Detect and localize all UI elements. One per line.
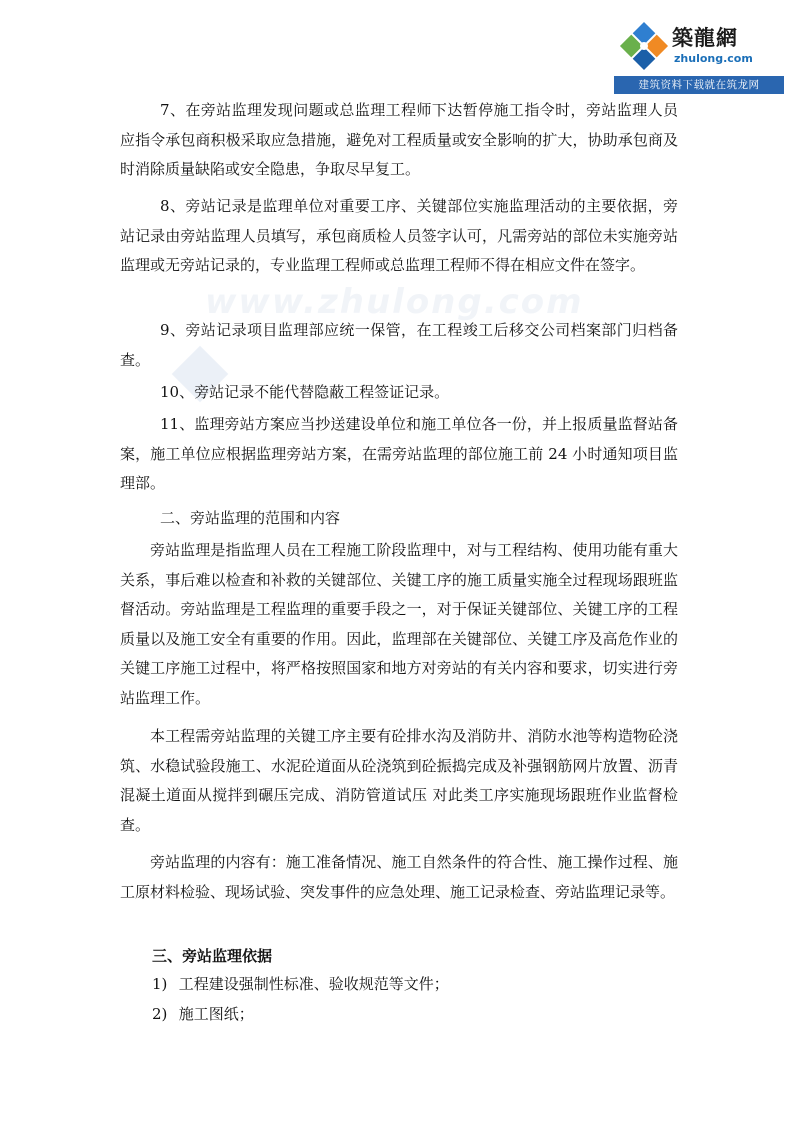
- section-2-paragraph-3: 旁站监理的内容有：施工准备情况、施工自然条件的符合性、施工操作过程、施工原材料检验、现场试验、突发事件的应急处理、施工记录检查、旁站监理记录等。: [120, 853, 678, 901]
- section-2-paragraph-1: 旁站监理是指监理人员在工程施工阶段监理中，对与工程结构、使用功能有重大关系，事后难以检查和补救的关键部位、关键工序的施工质量实施全过程现场跟班监督活动。旁站监理是工程监理的重要手段之一，对于保证关键部位、关键工序的工程质量以及施工安全有重要的作用。因此，监理部在关键部位、关键工序及高危作业的关键工序施工过程中，将严格按照国家和地方对旁站的有关内容和要求，切实进行旁站监理工作。: [120, 541, 678, 707]
- paragraph-8: 8、旁站记录是监理单位对重要工序、关键部位实施监理活动的主要依据，旁站记录由旁站监理人员填写，承包商质检人员签字认可，凡需旁站的部位未实施旁站监理或无旁站记录的，专业监理工程师或总监理工程师不得在相应文件在签字。: [120, 197, 678, 274]
- list-item-number: 2): [152, 1005, 168, 1023]
- list-item-number: 1): [152, 975, 168, 993]
- paragraph-7: 7、在旁站监理发现问题或总监理工程师下达暂停施工指令时，旁站监理人员应指令承包商积极采取应急措施，避免对工程质量或安全影响的扩大，协助承包商及时消除质量缺陷或安全隐患，争取尽早复工。: [120, 101, 678, 178]
- section-2-heading: 二、旁站监理的范围和内容: [160, 509, 341, 527]
- watermark-text: www.zhulong.com: [205, 282, 584, 322]
- section-2-paragraph-2: 本工程需旁站监理的关键工序主要有砼排水沟及消防井、消防水池等构造物砼浇筑、水稳试验段施工、水泥砼道面从砼浇筑到砼振捣完成及补强钢筋网片放置、沥青混凝土道面从搅拌到碾压完成、消防管道试压 对此类工序实施现场跟班作业监督检查。: [120, 727, 678, 834]
- zhulong-logo[interactable]: [614, 14, 784, 96]
- section-3-heading: 三、旁站监理依据: [152, 947, 273, 965]
- logo-banner: 建筑资料下载就在筑龙网: [614, 76, 784, 94]
- list-item: [152, 970, 449, 1000]
- paragraph-9: 9、旁站记录项目监理部应统一保管，在工程竣工后移交公司档案部门归档备查。: [120, 321, 678, 369]
- logo-title: 築龍網: [672, 25, 738, 50]
- logo-domain: zhulong.com: [674, 52, 753, 65]
- logo-diamond-icon: [618, 20, 670, 72]
- list-item-text: 工程建设强制性标准、验收规范等文件；: [178, 975, 449, 993]
- list-item-text: 施工图纸；: [178, 1005, 254, 1023]
- list-item: [152, 1000, 254, 1030]
- paragraph-10: 10、旁站记录不能代替隐蔽工程签证记录。: [160, 383, 450, 401]
- paragraph-11: 11、监理旁站方案应当抄送建设单位和施工单位各一份，并上报质量监督站备案，施工单位应根据监理旁站方案，在需旁站监理的部位施工前 24 小时通知项目监理部。: [120, 415, 678, 492]
